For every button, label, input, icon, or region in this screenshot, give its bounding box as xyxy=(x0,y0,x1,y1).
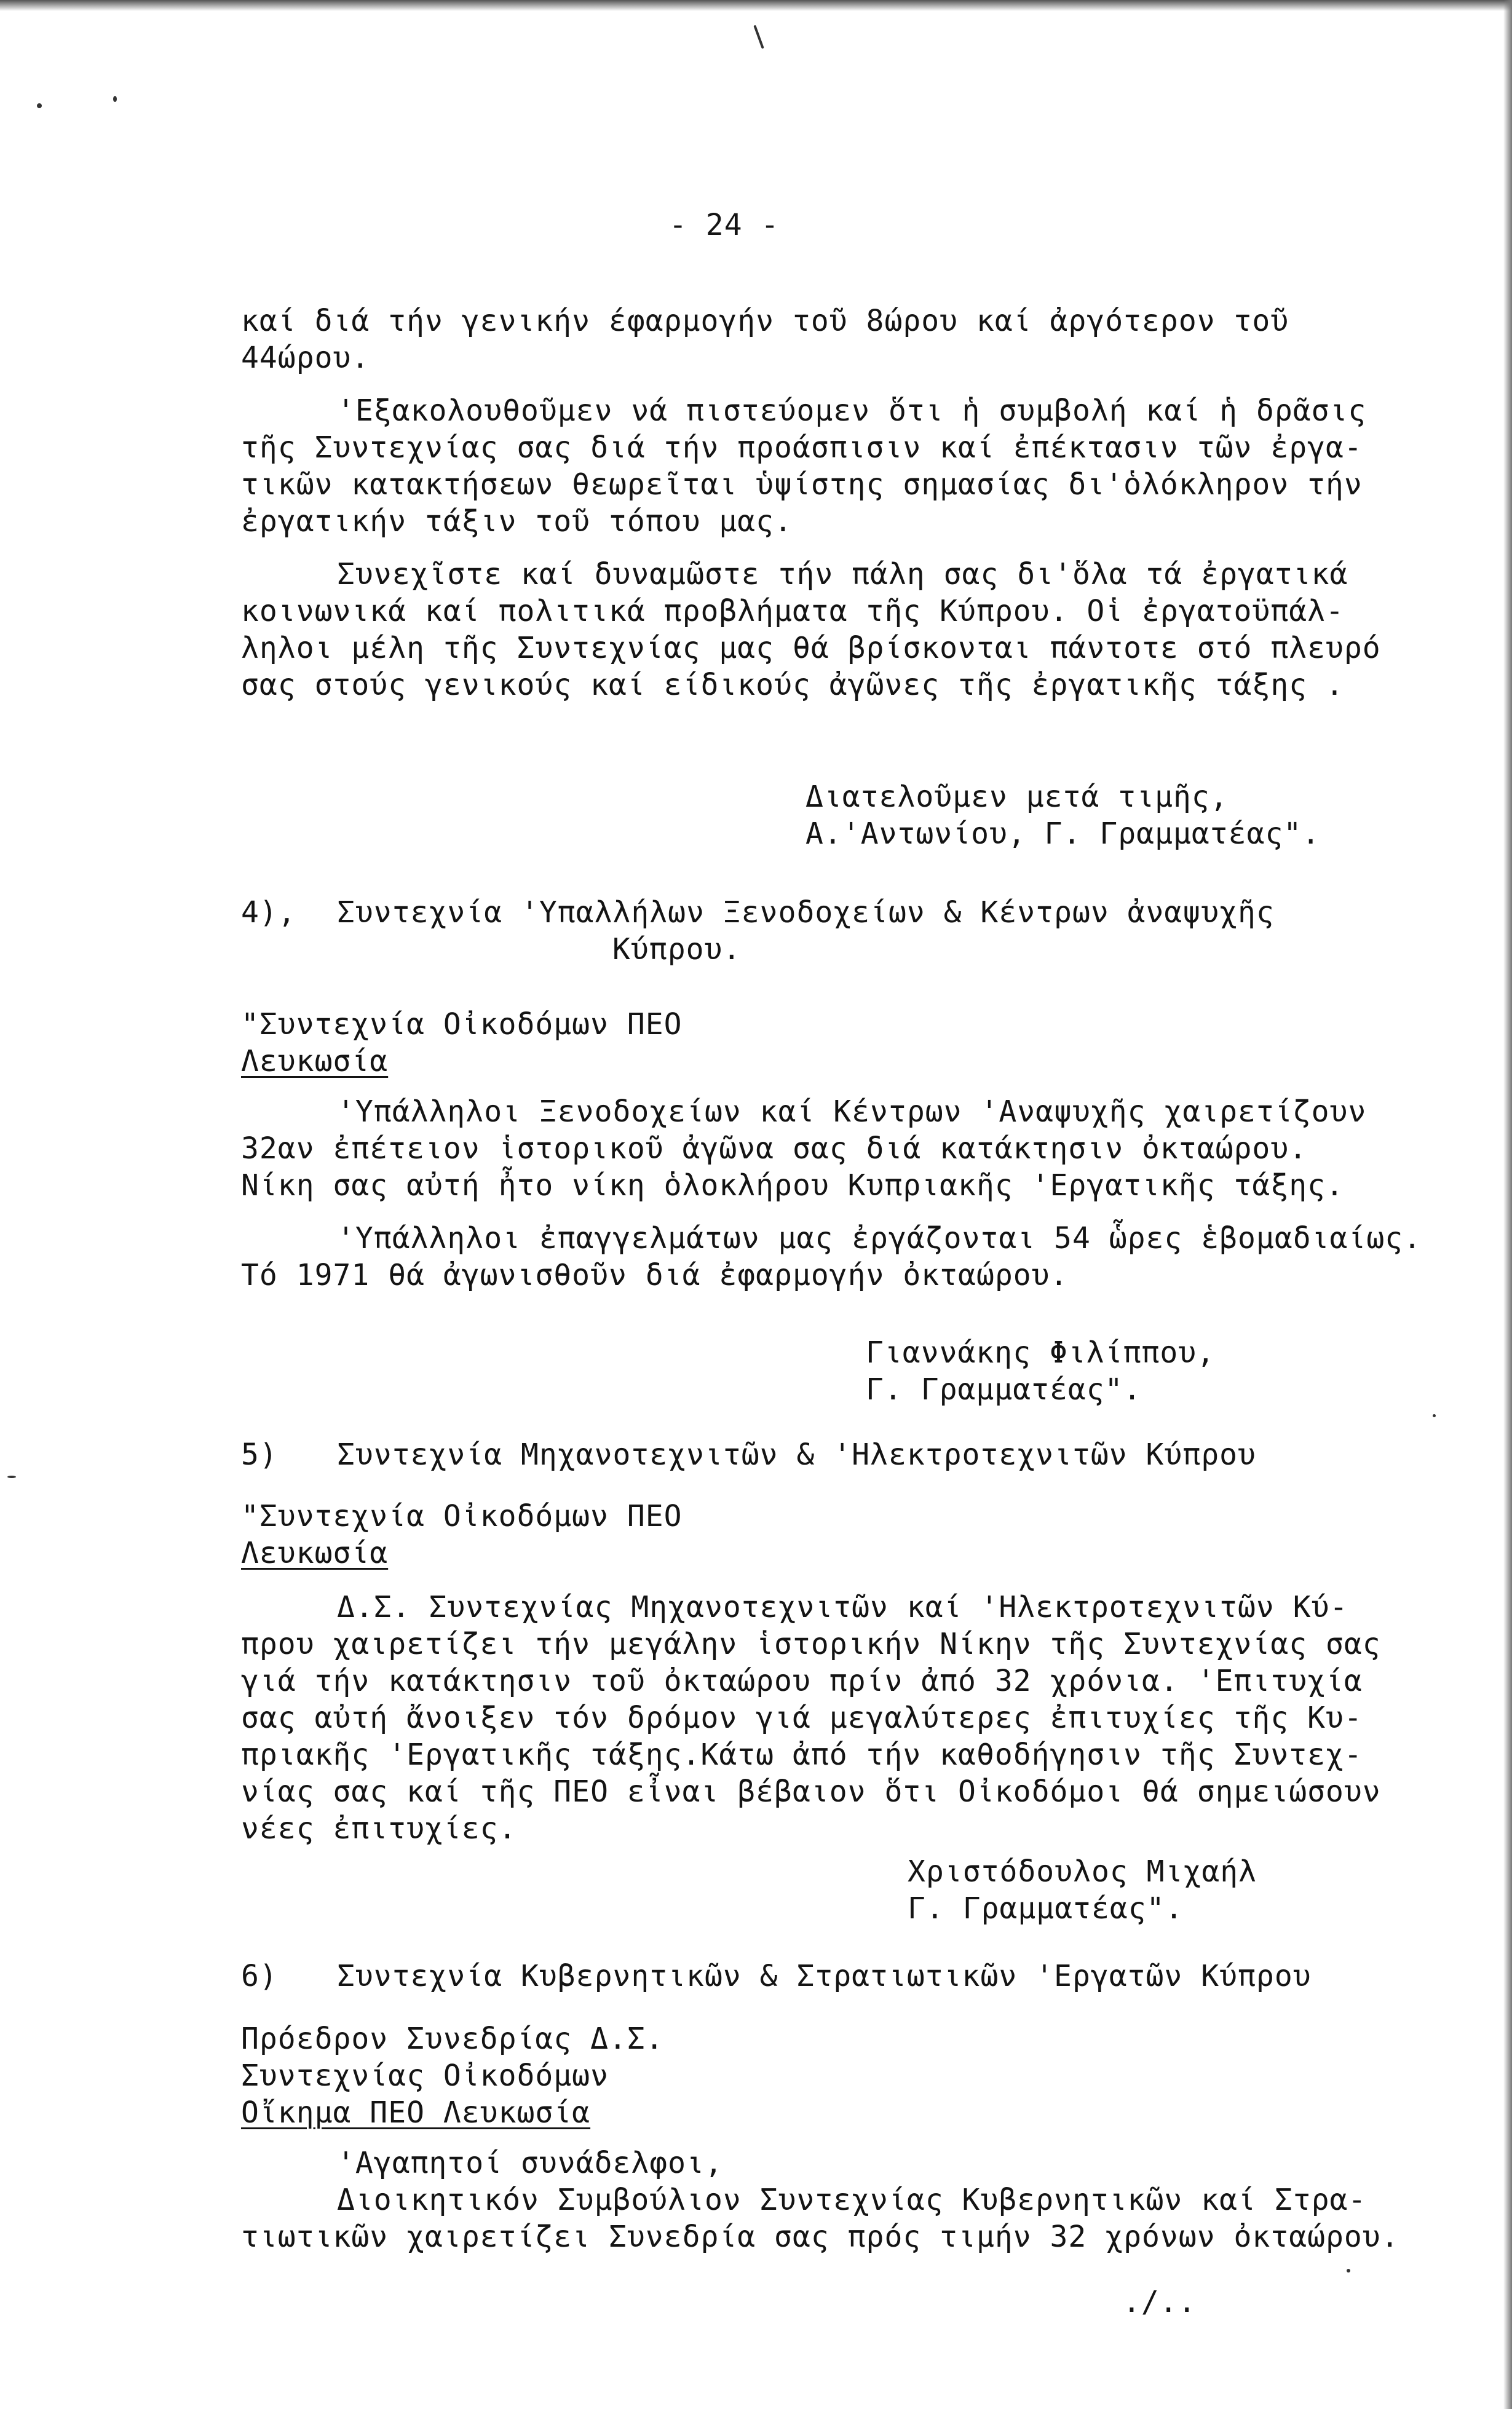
item4-title-cont: Κύπρου. xyxy=(612,932,742,967)
scan-speck xyxy=(113,96,117,102)
para2-line: ἐργατικήν τάξιν τοῦ τόπου μας. xyxy=(241,504,793,539)
item4-body-line: 'Υπάλληλοι ἐπαγγελμάτων μας ἐργάζονται 54 ὧρες ἑβομαδιαίως. xyxy=(337,1221,1422,1256)
item5-body-line: γιά τήν κατάκτησιν τοῦ ὀκταώρου πρίν ἀπό 32 χρόνια. 'Επιτυχία xyxy=(241,1664,1363,1698)
item5-title: Συντεχνία Μηχανοτεχνιτῶν & 'Ηλεκτροτεχνιτῶν Κύπρου xyxy=(337,1438,1256,1472)
item4-address-city: Λευκωσία xyxy=(241,1044,389,1078)
item5-signature-role: Γ. Γραμματέας". xyxy=(908,1891,1184,1926)
page-number: - 24 - xyxy=(669,208,780,242)
item6-body-line: τιωτικῶν χαιρετίζει Συνεδρία σας πρός τιμήν 32 χρόνων ὀκταώρου. xyxy=(241,2220,1399,2254)
item6-number: 6) xyxy=(241,1959,278,1993)
scan-speck xyxy=(1347,2269,1350,2273)
scan-speck xyxy=(753,25,764,49)
item6-title: Συντεχνία Κυβερνητικῶν & Στρατιωτικῶν 'Εργατῶν Κύπρου xyxy=(337,1959,1312,1993)
item6-address-building: Οἴκημα ΠΕΟ Λευκωσία xyxy=(241,2095,591,2130)
item4-body-line: 32αν ἐπέτειον ἱστορικοῦ ἀγῶνα σας διά κατάκτησιν ὀκταώρου. xyxy=(241,1131,1308,1166)
para3-line: Συνεχῖστε καί δυναμῶστε τήν πάλη σας δι'ὅλα τά ἐργατικά xyxy=(337,557,1348,591)
item6-address: Συντεχνίας Οἰκοδόμων xyxy=(241,2059,609,2093)
para2-line: 'Εξακολουθοῦμεν νά πιστεύομεν ὅτι ἡ συμβολή καί ἡ δρᾶσις xyxy=(337,394,1367,428)
scan-speck xyxy=(37,103,42,108)
para1-line: καί διά τήν γενικήν έφαρμογήν τοῦ 8ώρου καί ἀργότερον τοῦ xyxy=(241,304,1289,338)
item4-number: 4), xyxy=(241,895,296,930)
item4-address: "Συντεχνία Οἰκοδόμων ΠΕΟ xyxy=(241,1007,683,1042)
item6-address: Πρόεδρον Συνεδρίας Δ.Σ. xyxy=(241,2022,664,2056)
para2-line: τῆς Συντεχνίας σας διά τήν προάσπισιν καί ἐπέκτασιν τῶν ἐργα- xyxy=(241,430,1363,465)
item5-body-line: πριακῆς 'Εργατικῆς τάξης.Κάτω ἀπό τήν καθοδήγησιν τῆς Συντεχ- xyxy=(241,1738,1363,1772)
item5-address: "Συντεχνία Οἰκοδόμων ΠΕΟ xyxy=(241,1499,683,1533)
item5-body-line: σας αὐτή ἄνοιξεν τόν δρόμον γιά μεγαλύτερες ἐπιτυχίες τῆς Κυ- xyxy=(241,1701,1363,1735)
item4-signature-role: Γ. Γραμματέας". xyxy=(866,1372,1142,1407)
signature-closing: Διατελοῦμεν μετά τιμῆς, xyxy=(805,780,1229,814)
item5-body-line: πρου χαιρετίζει τήν μεγάλην ἱστορικήν Νίκην τῆς Συντεχνίας σας xyxy=(241,1627,1381,1661)
para3-line: ληλοι μέλη τῆς Συντεχνίας μας θά βρίσκονται πάντοτε στό πλευρό xyxy=(241,631,1381,665)
item6-salutation: 'Αγαπητοί συνάδελφοι, xyxy=(337,2146,723,2180)
item5-number: 5) xyxy=(241,1438,278,1472)
para2-line: τικῶν κατακτήσεων θεωρεῖται ὑψίστης σημασίας δι'ὁλόκληρον τήν xyxy=(241,467,1363,502)
scan-edge-right xyxy=(1503,0,1512,2409)
item6-body-line: Διοικητικόν Συμβούλιον Συντεχνίας Κυβερνητικῶν καί Στρα- xyxy=(337,2183,1367,2217)
item5-body-line: νέες ἐπιτυχίες. xyxy=(241,1811,517,1846)
item5-body-line: Δ.Σ. Συντεχνίας Μηχανοτεχνιτῶν καί 'Ηλεκτροτεχνιτῶν Κύ- xyxy=(337,1590,1348,1624)
para3-line: κοινωνικά καί πολιτικά προβλήματα τῆς Κύπρου. Οἱ ἐργατοϋπάλ- xyxy=(241,594,1344,628)
item4-signature-name: Γιαννάκης Φιλίππου, xyxy=(866,1335,1216,1370)
scan-speck xyxy=(7,1476,16,1478)
continuation-mark: ./.. xyxy=(1123,2285,1197,2319)
item5-body-line: νίας σας καί τῆς ΠΕΟ εἶναι βέβαιον ὅτι Οἰκοδόμοι θά σημειώσουν xyxy=(241,1774,1381,1809)
para1-line: 44ώρου. xyxy=(241,341,370,375)
scan-edge-top xyxy=(0,0,1512,11)
item4-body-line: Τό 1971 θά ἀγωνισθοῦν διά ἐφαρμογήν ὀκταώρου. xyxy=(241,1258,1069,1292)
signature-name: Α.'Αντωνίου, Γ. Γραμματέας". xyxy=(805,817,1321,851)
item4-title: Συντεχνία 'Υπαλλήλων Ξενοδοχείων & Κέντρων ἀναψυχῆς xyxy=(337,895,1275,930)
scan-speck xyxy=(1433,1414,1436,1417)
item4-body-line: Νίκη σας αὐτή ἦτο νίκη ὁλοκλήρου Κυπριακῆς 'Εργατικῆς τάξης. xyxy=(241,1168,1344,1203)
item5-signature-name: Χριστόδουλος Μιχαήλ xyxy=(908,1854,1257,1889)
item5-address-city: Λευκωσία xyxy=(241,1536,389,1570)
para3-line: σας στούς γενικούς καί είδικούς ἀγῶνες τῆς ἐργατικῆς τάξης . xyxy=(241,668,1344,702)
item4-body-line: 'Υπάλληλοι Ξενοδοχείων καί Κέντρων 'Αναψυχῆς χαιρετίζουν xyxy=(337,1094,1367,1129)
